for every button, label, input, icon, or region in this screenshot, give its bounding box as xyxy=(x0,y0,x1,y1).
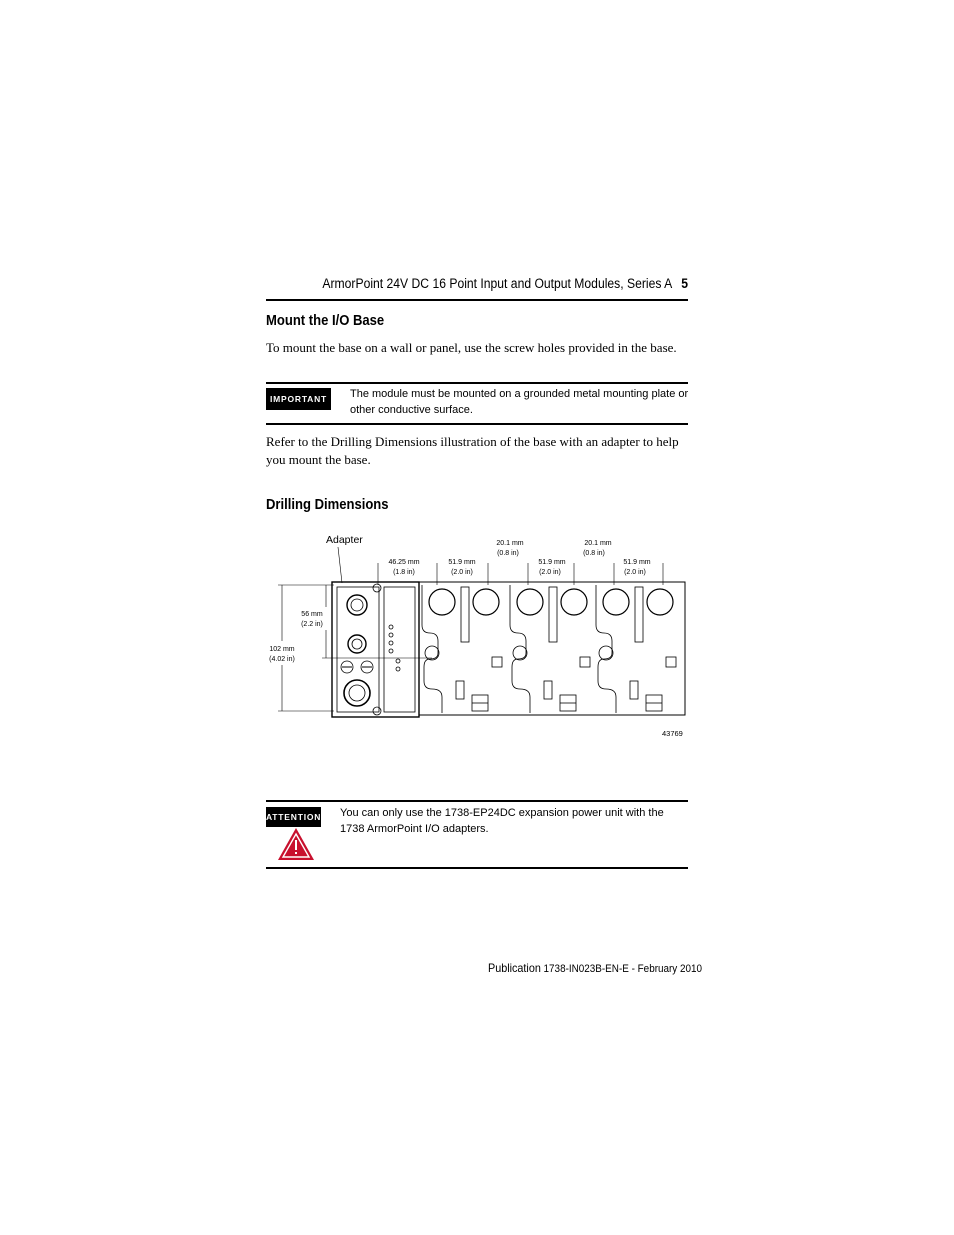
section-heading-drilling: Drilling Dimensions xyxy=(266,497,389,513)
dim-20b-mm: 20.1 mm xyxy=(584,540,612,547)
dim-51b-in: (2.0 in) xyxy=(539,569,561,576)
dim-20a-in: (0.8 in) xyxy=(497,550,519,557)
footer xyxy=(488,961,703,975)
mount-intro-paragraph: To mount the base on a wall or panel, use the screw holes provided in the base. xyxy=(266,340,677,355)
warning-triangle-icon xyxy=(276,826,316,862)
vertical-dimension-lines xyxy=(278,585,432,711)
io-module-2 xyxy=(510,585,590,713)
important-top-rule xyxy=(266,382,688,384)
dim-56-mm: 56 mm xyxy=(301,611,323,618)
dim-20b-in: (0.8 in) xyxy=(583,550,605,557)
header-rule xyxy=(266,299,688,301)
dim-20a-mm: 20.1 mm xyxy=(496,540,524,547)
dim-46-in: (1.8 in) xyxy=(393,569,415,576)
io-module-1 xyxy=(422,585,502,713)
drilling-dimensions-figure xyxy=(260,525,700,745)
important-text: The module must be mounted on a grounded metal mounting plate or other conductive surface. xyxy=(350,388,689,416)
attention-text: You can only use the 1738-EP24DC expansion power unit with the 1738 ArmorPoint I/O adapters. xyxy=(340,807,664,835)
attention-bottom-rule xyxy=(266,867,688,869)
adapter-body xyxy=(332,582,419,717)
dim-51c-mm: 51.9 mm xyxy=(623,559,651,566)
attention-label: ATTENTION xyxy=(266,807,321,827)
publication-label: Publication xyxy=(488,961,541,975)
dim-56-in: (2.2 in) xyxy=(301,621,323,628)
refer-paragraph: Refer to the Drilling Dimensions illustration of the base with an adapter to help you mount the base. xyxy=(266,434,679,467)
adapter-leader-line xyxy=(338,547,342,583)
publication-id: 1738-IN023B-EN-E - February 2010 xyxy=(543,963,703,975)
page-number: 5 xyxy=(681,276,688,291)
important-label: IMPORTANT xyxy=(266,388,331,410)
io-module-3 xyxy=(596,585,676,713)
dim-51a-in: (2.0 in) xyxy=(451,569,473,576)
figure-number: 43769 xyxy=(662,729,683,738)
attention-top-rule xyxy=(266,800,688,802)
dim-102-mm: 102 mm xyxy=(269,646,295,653)
dim-51a-mm: 51.9 mm xyxy=(448,559,476,566)
running-header xyxy=(308,276,688,291)
dim-46-mm: 46.25 mm xyxy=(388,559,420,566)
dim-51c-in: (2.0 in) xyxy=(624,569,646,576)
adapter-label: Adapter xyxy=(326,534,363,546)
dim-51b-mm: 51.9 mm xyxy=(538,559,566,566)
important-bottom-rule xyxy=(266,423,688,425)
section-heading-mount: Mount the I/O Base xyxy=(266,313,385,329)
dim-102-in: (4.02 in) xyxy=(269,656,295,663)
running-title: ArmorPoint 24V DC 16 Point Input and Output Modules, Series A xyxy=(322,276,673,291)
